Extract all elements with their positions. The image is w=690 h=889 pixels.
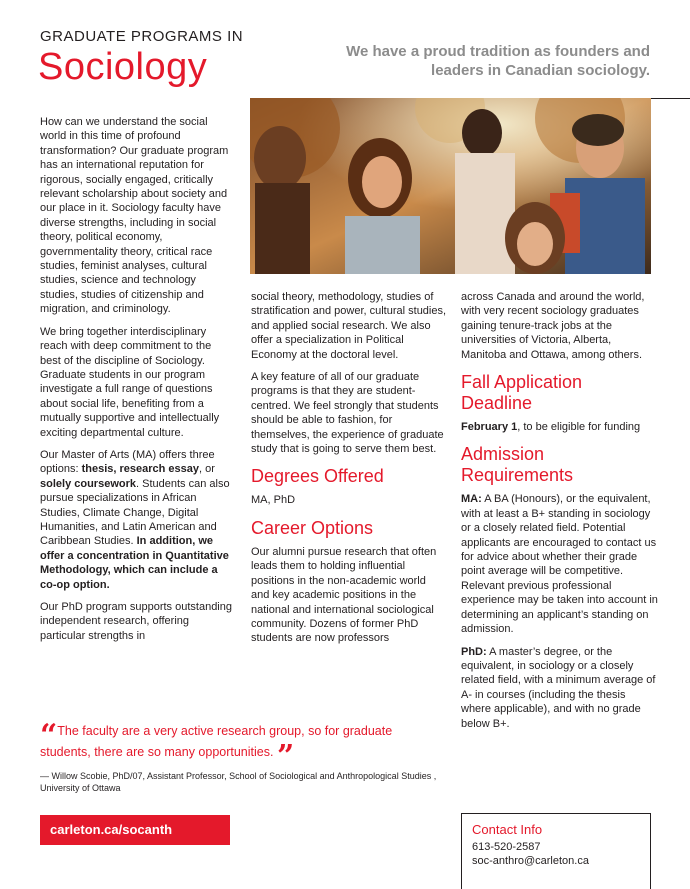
phd-strengths-paragraph: social theory, methodology, studies of stratification and power, cultural studies, and applied social research. We also offer a specialization in Political Economy at the doctoral level. xyxy=(251,291,447,361)
ma-text-b: thesis, research essay xyxy=(81,463,200,476)
career-heading: Career Options xyxy=(251,517,374,538)
ma-text-f: In addition, we offer a concentration in Quantitative Methodology, which can include a co-op option. xyxy=(40,535,229,591)
ma-paragraph xyxy=(40,448,232,592)
deadline-heading: Fall Application Deadline xyxy=(461,372,583,414)
column-2 xyxy=(251,290,447,654)
kicker-text: GRADUATE PROGRAMS IN xyxy=(40,28,244,45)
tagline: We have a proud tradition as founders and leaders in Canadian sociology. xyxy=(346,43,650,79)
testimonial-quote xyxy=(40,718,440,774)
column-3 xyxy=(461,290,658,739)
phd-requirements xyxy=(461,645,658,731)
ma-requirements xyxy=(461,492,658,636)
student-centred-paragraph: A key feature of all of our graduate programs is that they are student-centred. We feel strongly that students should be able to fashion, for themselves, the experience of graduate study that is going to serve them best. xyxy=(251,371,444,456)
close-quote-icon: ” xyxy=(276,739,295,774)
deadline-rest: , to be eligible for funding xyxy=(517,421,641,434)
ma-text-a: Our Master of Arts (MA) offers three options: xyxy=(40,448,215,476)
website-link[interactable]: carleton.ca/socanth xyxy=(40,815,230,845)
phd-requirements-text: A master’s degree, or the equivalent, in sociology or a closely related field, with a minimum average of A- in courses (including the thesis where applicable), and with no grade below B+. xyxy=(461,645,656,730)
ma-text-e: . Students can also pursue specializations in African Studies, Climate Change, Digital Humanities, and Latin American and Caribbean Studies. xyxy=(40,477,230,548)
career-text: Our alumni pursue research that often leads them to holding influential positions in the non-academic world and key academic positions in the national and international sociological community. Dozens of former PhD students are now professors xyxy=(251,545,437,645)
students-photo xyxy=(250,98,651,274)
interdisciplinary-paragraph: We bring together interdisciplinary reach with deep commitment to the best of the discipline of Sociology. Graduate students in our program investigate a full range of questions about social life, benefiting from a mutually supportive and intellectually exciting departmental culture. xyxy=(40,325,220,439)
contact-email[interactable]: soc-anthro@carleton.ca xyxy=(472,855,589,867)
degrees-heading: Degrees Offered xyxy=(251,466,384,487)
page-title: Sociology xyxy=(38,46,208,88)
deadline-text xyxy=(461,420,658,434)
ma-text-d: solely coursework xyxy=(40,477,136,490)
ma-text-c: , or xyxy=(199,463,215,476)
phd-label: PhD: xyxy=(461,645,487,658)
ma-requirements-text: A BA (Honours), or the equivalent, with at least a B+ standing in sociology or a closely related field. Potential applicants are encouraged to contact us for advice about whether their grade point average will be competitive. Relevant previous professional experience may be taken into account in determining an applicant’s standing on admission. xyxy=(461,493,658,636)
quote-attribution: — Willow Scobie, PhD/07, Assistant Professor, School of Sociological and Anthropological Studies , University of Ottawa xyxy=(40,771,437,793)
open-quote-icon: “ xyxy=(40,718,58,753)
phd-paragraph: Our PhD program supports outstanding independent research, offering particular strengths in xyxy=(40,601,232,642)
ma-label: MA: xyxy=(461,493,482,506)
degrees-text: MA, PhD xyxy=(251,494,296,507)
intro-paragraph: How can we understand the social world in this time of profound transformation? Our graduate program has an international reputation for rigorous, socially engaged, critically relevant scholarship about society and our place in it. Sociology faculty have diverse strengths, including in social theory, political economy, governmentality theory, critical race studies, feminist analyses, cultural studies, science and technology studies, studies of citizenship and migration, and criminology. xyxy=(40,116,229,316)
contact-title: Contact Info xyxy=(472,822,543,837)
contact-phone: 613-520-2587 xyxy=(472,841,541,853)
quote-text: The faculty are a very active research group, so for graduate students, there are so many opportunities. xyxy=(40,724,393,759)
admission-heading: Admission Requirements xyxy=(461,444,574,486)
deadline-date: February 1 xyxy=(461,421,518,434)
graduates-paragraph: across Canada and around the world, with very recent sociology graduates gaining tenure-track jobs at the universities of Victoria, Alberta, Manitoba and Ottawa, among others. xyxy=(461,291,645,361)
column-1 xyxy=(40,115,232,651)
contact-box xyxy=(461,813,651,889)
